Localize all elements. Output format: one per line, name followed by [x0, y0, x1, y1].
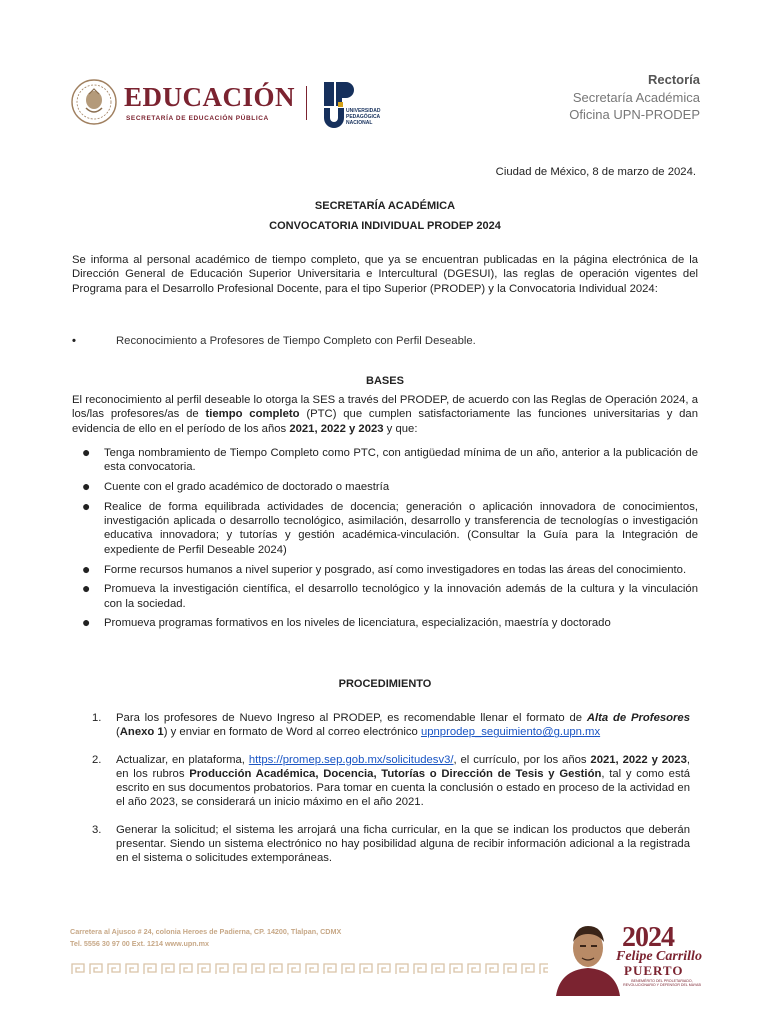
logo-divider	[306, 86, 307, 120]
procedimiento-list	[92, 711, 690, 866]
bullet-icon: ●	[82, 444, 91, 460]
bullet-icon: ●	[82, 478, 91, 495]
list-item: 1. Para los profesores de Nuevo Ingreso al PRODEP, es recomendable llenar el formato de Alta de Profesores (Anexo 1) y enviar en formato de Word al correo electrónico upnprodep_seguimiento@g.upn.mx	[92, 712, 690, 739]
list-item: ● Realice de forma equilibrada actividades de docencia; generación o aplicación innovadora de conocimientos, investigación aplicada o desarrollo tecnológico, asimilación, desarrollo y transferencia de tecnologías o investigación educativa innovadora; y tutorías y gestión académica-vinculación. (Consultar la Guía para la Integración de expediente de Perfil Deseable 2024)	[82, 497, 698, 556]
letterhead	[70, 72, 700, 132]
upn-logo-text: UNIVERSIDAD PEDAGÓGICA NACIONAL	[346, 108, 381, 126]
bases-list	[82, 444, 698, 636]
office-block	[569, 72, 700, 123]
portrait-icon	[552, 918, 624, 996]
anniversary-year: 2024	[622, 922, 674, 953]
bases-paragraph: El reconocimiento al perfil deseable lo otorga la SES a través del PRODEP, de acuerdo con las Reglas de Operación 2024, a los/las profesores/as de tiempo completo (PTC) que cumplen satisfactoriamente las funciones universitarias y dan evidencia de ello en el período de los años 2021, 2022 y 2023 y que:	[72, 394, 699, 435]
bullet-icon: ●	[82, 560, 91, 577]
document-title-convocatoria: CONVOCATORIA INDIVIDUAL PRODEP 2024	[269, 220, 501, 232]
bullet-icon: ●	[82, 580, 91, 597]
decorative-pattern-icon	[70, 960, 548, 978]
bullet-icon: ●	[82, 497, 91, 514]
document-date: Ciudad de México, 8 de marzo de 2024.	[495, 166, 696, 178]
list-item: ● Forme recursos humanos a nivel superior y posgrado, así como investigadores en todas las áreas del conocimiento.	[82, 560, 687, 577]
list-item: 3. Generar la solicitud; el sistema les arrojará una ficha curricular, en la que se indican los productos que deberán presentar. Siendo un sistema electrónico no hay posibilidad alguna de recibir información adicional a la registrada en el sistema o solicitudes extemporáneas.	[92, 823, 690, 865]
office-line-secretaria: Secretaría Académica	[572, 90, 700, 105]
office-line-oficina: Oficina UPN-PRODEP	[569, 107, 700, 122]
intro-bullet-label: Reconocimiento a Profesores de Tiempo Completo con Perfil Deseable.	[116, 335, 476, 347]
document-title-secretaria: SECRETARÍA ACADÉMICA	[314, 200, 456, 212]
list-item: 2. Actualizar, en plataforma, https://promep.sep.gob.mx/solicitudesv3/, el currículo, por los años 2021, 2022 y 2023, en los rubros Producción Académica, Docencia, Tutorías o Dirección de Tesis y Gestión, tal y como está escrito en sus documentos probatorios. Para tomar en cuenta la conclusión o estado en proceso de la actividad en el año 2023, se considerará un inicio máximo en el año 2021.	[92, 753, 691, 809]
procedimiento-heading: PROCEDIMIENTO	[338, 678, 432, 690]
bases-heading: BASES	[366, 375, 404, 387]
anniversary-motto: BENEMÉRITO DEL PROLETARIADO, REVOLUCIONARIO Y DEFENSOR DEL MAYAB	[623, 979, 701, 987]
footer-phone: Tel. 5556 30 97 00 Ext. 1214 www.upn.mx	[70, 939, 210, 948]
list-item: ● Promueva la investigación científica, el desarrollo tecnológico y la innovación además de la cultura y la vinculación con la sociedad.	[82, 580, 698, 610]
education-logo-subtitle: SECRETARÍA DE EDUCACIÓN PÚBLICA	[126, 115, 269, 122]
education-logo-word: EDUCACIÓN	[124, 82, 296, 112]
footer-address: Carretera al Ajusco # 24, colonia Heroes de Padierna, CP. 14200, Tlalpan, CDMX	[70, 927, 342, 936]
promep-link[interactable]: https://promep.sep.gob.mx/solicitudesv3/	[248, 753, 454, 766]
list-item: ● Cuente con el grado académico de doctorado o maestría	[82, 478, 390, 495]
anniversary-name-first: Felipe Carrillo	[616, 949, 702, 964]
list-item: ● Promueva programas formativos en los niveles de licenciatura, especialización, maestría y doctorado	[82, 614, 611, 631]
list-item: ● Tenga nombramiento de Tiempo Completo como PTC, con antigüedad mínima de un año, anterior a la publicación de esta convocatoria.	[82, 444, 698, 474]
bullet-icon: •	[72, 335, 76, 347]
anniversary-name-last: PUERTO	[624, 963, 684, 978]
bullet-icon: ●	[82, 614, 91, 631]
national-seal-icon	[70, 78, 118, 126]
office-title: Rectoría	[647, 72, 700, 87]
intro-paragraph: Se informa al personal académico de tiempo completo, que ya se encuentran publicadas en la página electrónica de la Dirección General de Educación Superior Universitaria e Intercultural (DGESUI), las reglas de operación vigentes del Programa para el Desarrollo Profesional Docente, para el tipo Superior (PRODEP) y la Convocatoria Individual 2024:	[72, 254, 698, 295]
email-link[interactable]: upnprodep_seguimiento@g.upn.mx	[420, 726, 601, 739]
